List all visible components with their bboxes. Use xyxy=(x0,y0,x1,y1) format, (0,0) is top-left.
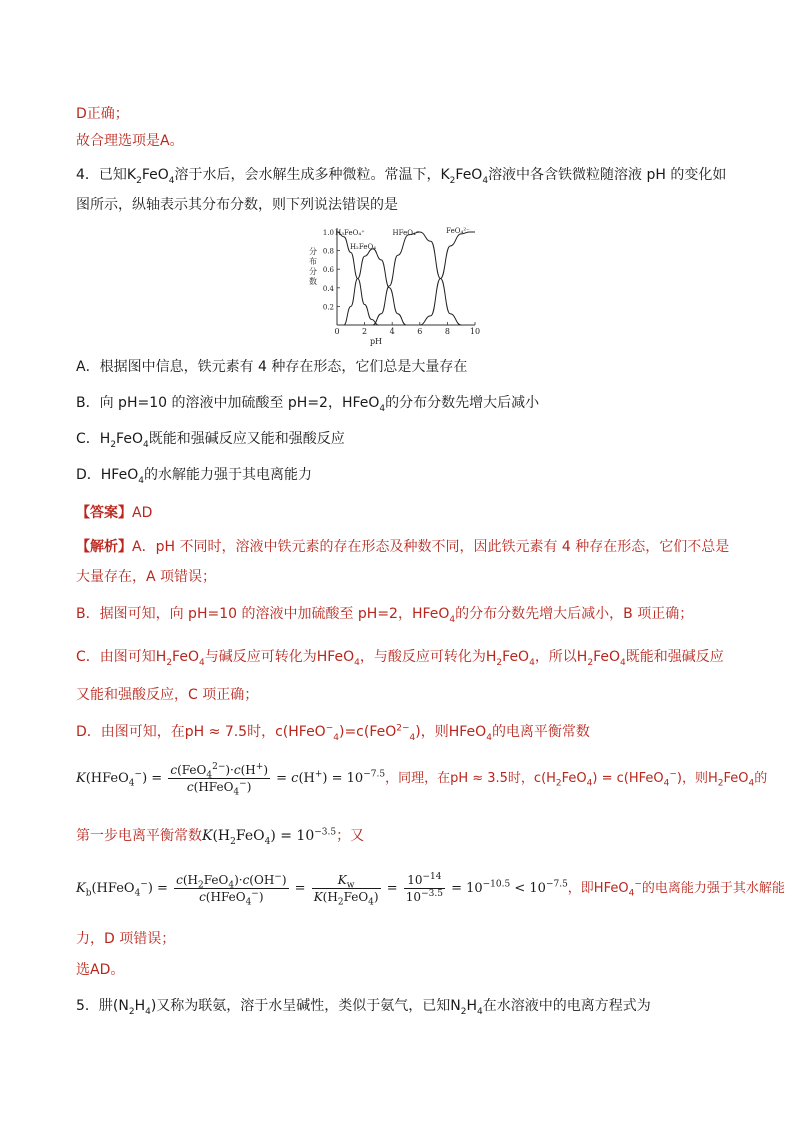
series-label-2: HFeO₄⁻ xyxy=(392,229,420,237)
y-tick-label: 0.4 xyxy=(322,284,334,293)
analysis-c-line-1: C．由图可知$H_2FeO_4$与碱反应可转化为HFeO$_4$，与酸反应可转化为$H_2FeO_4$，所以$H_2FeO_4$既能和强碱反应 xyxy=(76,649,724,668)
analysis-b: B．据图可知，向 pH=10 的溶液中加硫酸至 pH=2，HFeO$_4$的分布分数先增大后减小，B 项正确； xyxy=(76,606,694,625)
analysis-c-line-2: 又能和强酸反应，C 项正确； xyxy=(76,687,259,703)
option-d: D．HFeO$_4$的水解能力强于其电离能力 xyxy=(76,467,312,486)
question-4-line-2: 图所示，纵轴表示其分布分数，则下列说法错误的是 xyxy=(76,197,398,213)
y-axis-label-char: 数 xyxy=(309,277,317,286)
y-axis-label-char: 分 xyxy=(309,267,317,276)
x-tick-label: 10 xyxy=(469,327,481,336)
analysis-d-line-1: D．由图可知，在pH ≈ 7.5时，c(HFeO−$_4$)=c(FeO$^{2-}_4$)，则HFeO$_4$的电离平衡常数 xyxy=(76,723,590,743)
x-tick-label: 2 xyxy=(362,327,368,336)
y-tick-label: 0.2 xyxy=(322,303,334,312)
x-tick-label: 8 xyxy=(444,327,450,336)
distribution-chart-svg xyxy=(305,222,485,347)
equation-kb: $K_b(HFeO_4^-)$ = $\frac{c(H_2FeO_4)\cdot c(OH^-)}{c(HFeO_4^-)}$ = $\frac{K_w}{K(H_2FeO_4)}$ = $\frac{10^{-14}}{10^{-3.5}}$ = $10^{-10.5} < 10^{-7.5}$，即HFeO$_4$−的电离能力强于其水解能 xyxy=(76,872,785,908)
x-axis-label: pH xyxy=(369,337,383,346)
y-tick-label: 0.6 xyxy=(322,266,334,275)
y-axis-label-char: 布 xyxy=(309,257,317,266)
series-label-1: H₂FeO₄ xyxy=(349,243,377,251)
analysis-d-last: 力，D 项错误； xyxy=(76,931,176,947)
distribution-chart xyxy=(305,222,485,347)
equation-ka: K(HFeO$_4$−) = $\frac{c(FeO_4^{2-})\cdot c(H^+)}{c(HFeO_4^-)}$ = $c(H^+) = 10^{-7.5}$，同理，在pH ≈ 3.5时，$c(H_2FeO_4)$ = c(HFeO$_4$−)，则$H_2FeO_4$的 xyxy=(76,762,768,798)
option-a: A．根据图中信息，铁元素有 4 种存在形态，它们总是大量存在 xyxy=(76,359,468,375)
y-tick-label: 0.8 xyxy=(322,247,334,256)
y-axis-label-char: 分 xyxy=(309,247,317,256)
option-c: C．$H_2FeO_4$既能和强碱反应又能和强酸反应 xyxy=(76,431,345,450)
analysis-a-line-1: 【解析】A．pH 不同时，溶液中铁元素的存在形态及种数不同，因此铁元素有 4 种存在形态，它们不总是 xyxy=(76,539,730,555)
x-tick-label: 0 xyxy=(334,327,340,336)
answer-line: 【答案】AD xyxy=(76,505,153,521)
analysis-a-line-2: 大量存在，A 项错误； xyxy=(76,569,217,585)
x-tick-label: 4 xyxy=(389,327,395,336)
choose-line: 选AD。 xyxy=(76,962,125,978)
y-tick-label: 1.0 xyxy=(322,229,334,237)
series-line-3 xyxy=(420,232,475,325)
question-5: 5．肼$(N_2H_4)$又称为联氨，溶于水呈碱性，类似于氨气，已知$N_2H_4$在水溶液中的电离方程式为 xyxy=(76,998,651,1017)
series-label-0: H₃FeO₄⁺ xyxy=(335,229,365,237)
equation-first-step: 第一步电离平衡常数$K(H_2FeO_4) = 10^{-3.5}$；又 xyxy=(76,827,365,847)
series-label-3: FeO₄²⁻ xyxy=(446,227,470,235)
option-b: B．向 pH=10 的溶液中加硫酸至 pH=2，HFeO$_4$的分布分数先增大后减小 xyxy=(76,395,540,414)
question-4-line-1: 4．已知$K_2FeO_4$溶于水后，会水解生成多种微粒。常温下，$K_2FeO_4$溶液中各含铁微粒随溶液 pH 的变化如 xyxy=(76,167,727,186)
conclusion-text: 故合理选项是A。 xyxy=(76,133,184,149)
d-correct-text: D正确； xyxy=(76,106,129,122)
x-tick-label: 6 xyxy=(417,327,423,336)
